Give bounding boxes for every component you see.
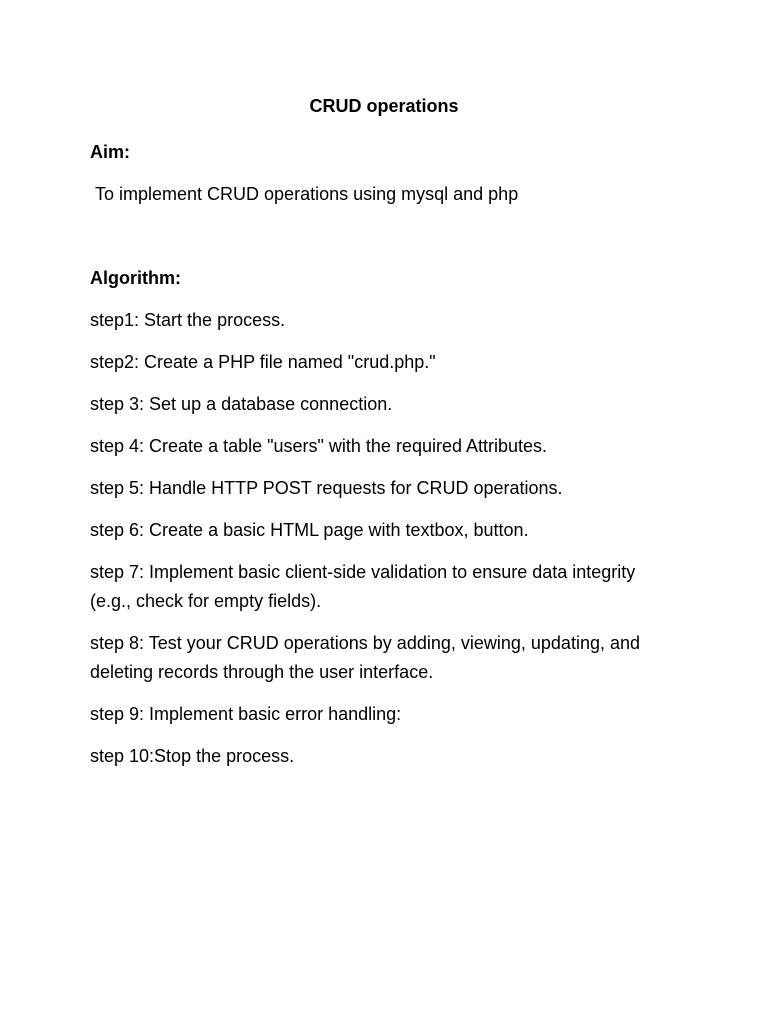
step-5: step 5: Handle HTTP POST requests for CRUD operations. (90, 478, 563, 498)
step-1: step1: Start the process. (90, 310, 286, 330)
algorithm-heading: Algorithm: (90, 268, 181, 288)
step-3: step 3: Set up a database connection. (90, 394, 393, 414)
step-10: step 10:Stop the process. (90, 746, 295, 766)
aim-text: To implement CRUD operations using mysql and php (95, 184, 519, 204)
step-6: step 6: Create a basic HTML page with textbox, button. (90, 520, 529, 540)
document-body (90, 138, 680, 784)
section-spacer (90, 222, 680, 264)
step-9: step 9: Implement basic error handling: (90, 704, 402, 724)
step-2: step2: Create a PHP file named "crud.php." (90, 352, 436, 372)
step-4: step 4: Create a table "users" with the required Attributes. (90, 436, 548, 456)
step-7: step 7: Implement basic client-side validation to ensure data integrity (e.g., check for empty fields). (90, 562, 636, 611)
step-8: step 8: Test your CRUD operations by adding, viewing, updating, and deleting records through the user interface. (90, 633, 640, 682)
document-title: CRUD operations (309, 96, 459, 116)
aim-heading: Aim: (90, 142, 130, 162)
